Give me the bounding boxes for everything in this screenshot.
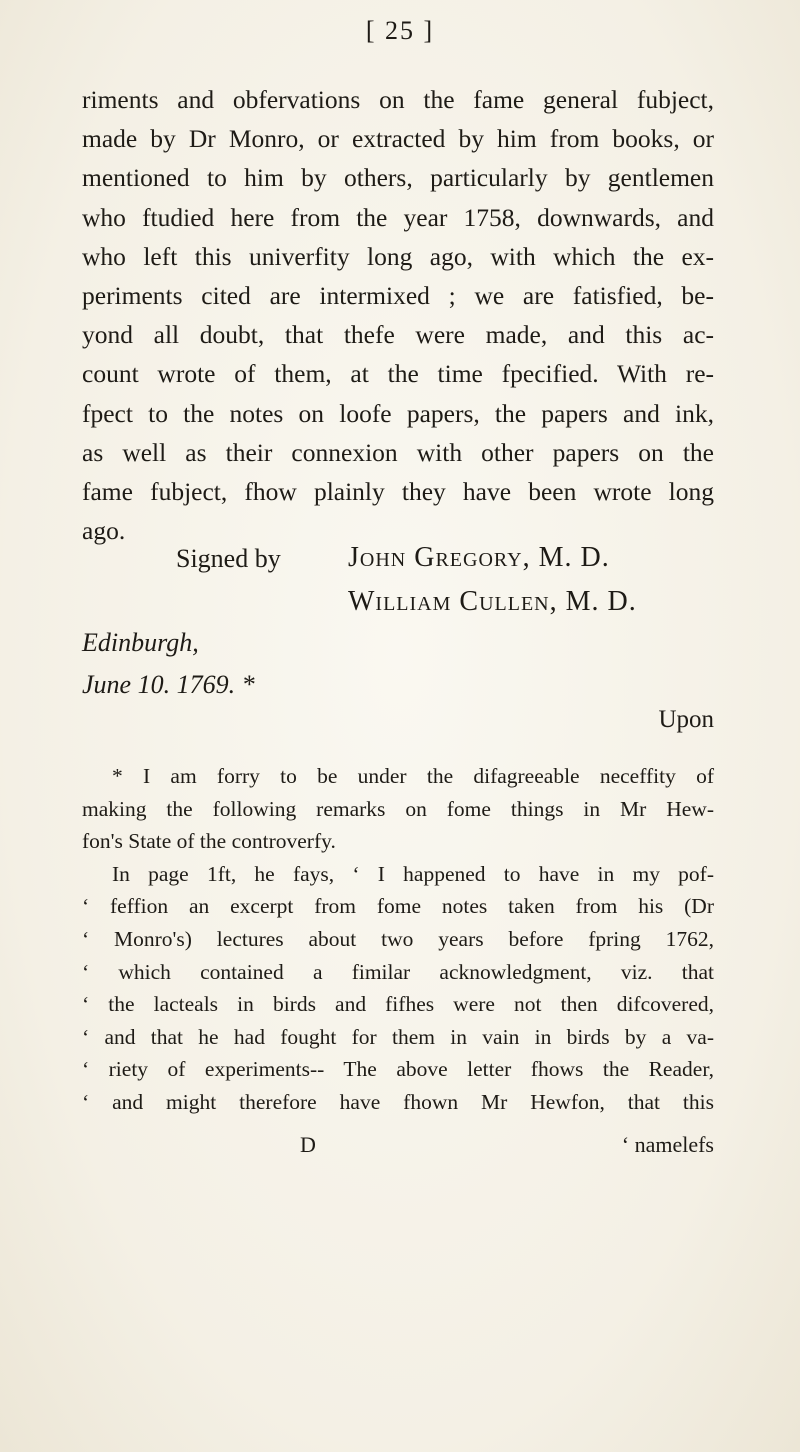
text-line: who ftudied here from the year 1758, downwards, and (82, 202, 714, 232)
signatory-cullen: William Cullen, M. D. (348, 586, 637, 617)
text-line: as well as their connexion with other papers on the (82, 437, 714, 467)
text-line: ago. (82, 516, 126, 546)
footnote-line: ‘ feffion an excerpt from fome notes taken from his (Dr (82, 894, 714, 919)
signed-by-label: Signed by (176, 544, 281, 573)
footnote-line: ‘ Monro's) lectures about two years before fpring 1762, (82, 926, 714, 951)
text-line: fame fubject, fhow plainly they have been wrote long (82, 477, 714, 507)
signature-date: June 10. 1769. * (82, 670, 255, 699)
footnote-line: ‘ the lacteals in birds and fifhes were not then difcovered, (82, 992, 714, 1017)
footnote-line: ‘ and might therefore have fhown Mr Hewfon, that this (82, 1089, 714, 1114)
catchword: Upon (658, 706, 714, 733)
footnote (82, 760, 714, 1119)
printer-signature-mark: D (300, 1132, 316, 1157)
main-text (82, 80, 714, 550)
footnote-line: * I am forry to be under the difagreeable neceffity of (112, 764, 714, 788)
text-line: yond all doubt, that thefe were made, and this ac- (82, 320, 714, 350)
text-line: riments and obfervations on the fame general fubject, (82, 85, 714, 114)
text-line: count wrote of them, at the time fpecified. With re- (82, 359, 714, 389)
footnote-line: ‘ riety of experiments-- The above letter fhows the Reader, (82, 1057, 714, 1082)
text-line: fpect to the notes on loofe papers, the papers and ink, (82, 398, 714, 428)
footnote-catchword: ‘ namelefs (621, 1132, 714, 1157)
page-number: [ 25 ] (365, 16, 435, 45)
footnote-line: ‘ and that he had fought for them in vain in birds by a va- (82, 1024, 714, 1049)
signature-place: Edinburgh, (82, 628, 199, 657)
signatory-gregory: John Gregory, M. D. (348, 542, 610, 573)
footnote-line: In page 1ft, he fays, ‘ I happened to have in my pof- (112, 861, 714, 886)
text-line: who left this univerfity long ago, with which the ex- (82, 241, 714, 271)
text-line: made by Dr Monro, or extracted by him from books, or (82, 124, 714, 154)
footnote-line: fon's State of the controverfy. (82, 829, 336, 854)
footnote-line: ‘ which contained a fimilar acknowledgment, viz. that (82, 959, 714, 984)
text-line: periments cited are intermixed ; we are fatisfied, be- (82, 281, 714, 311)
footnote-line: making the following remarks on fome things in Mr Hew- (82, 796, 714, 821)
text-line: mentioned to him by others, particularly by gentlemen (82, 163, 714, 193)
